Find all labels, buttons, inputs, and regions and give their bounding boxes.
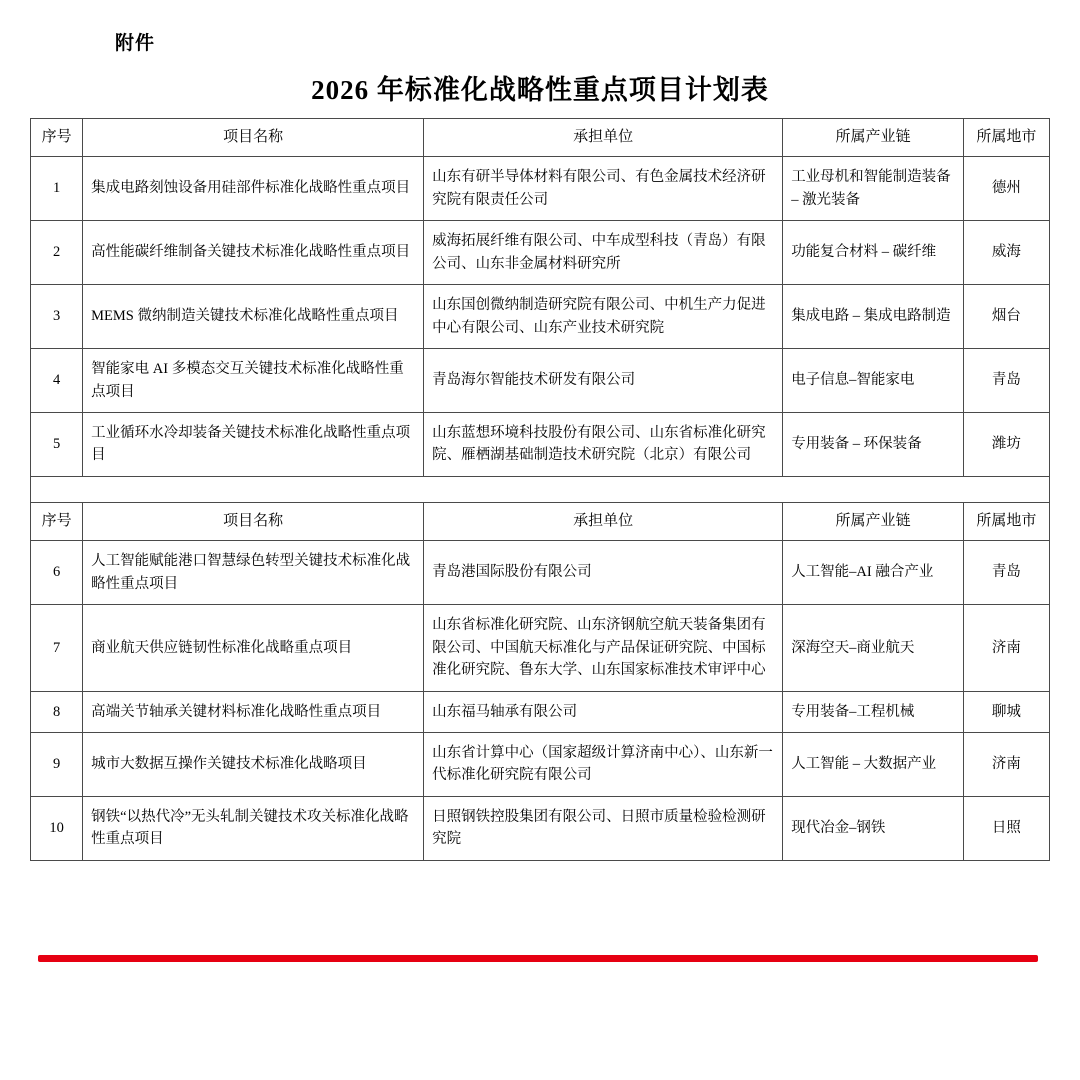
table-row: [31, 541, 1050, 605]
cell-unit: 山东有研半导体材料有限公司、有色金属技术经济研究院有限责任公司: [424, 157, 783, 221]
cell-no: 6: [31, 541, 83, 605]
header-name: 项目名称: [83, 502, 424, 540]
table-row: [31, 691, 1050, 732]
table-row: [31, 157, 1050, 221]
table-row: [31, 221, 1050, 285]
cell-city: 烟台: [963, 285, 1049, 349]
cell-name: 高性能碳纤维制备关键技术标准化战略性重点项目: [83, 221, 424, 285]
cell-city: 威海: [963, 221, 1049, 285]
red-underline-marker: [38, 955, 1038, 962]
table-row: [31, 285, 1050, 349]
cell-no: 4: [31, 349, 83, 413]
header-no: 序号: [31, 119, 83, 157]
cell-chain: 专用装备–工程机械: [783, 691, 964, 732]
cell-city: 济南: [963, 605, 1049, 691]
cell-no: 7: [31, 605, 83, 691]
header-no: 序号: [31, 502, 83, 540]
cell-no: 3: [31, 285, 83, 349]
cell-no: 5: [31, 413, 83, 477]
table-header-row: [31, 119, 1050, 157]
cell-unit: 日照钢铁控股集团有限公司、日照市质量检验检测研究院: [424, 796, 783, 860]
cell-no: 1: [31, 157, 83, 221]
table-row: [31, 413, 1050, 477]
table-row: [31, 349, 1050, 413]
cell-chain: 工业母机和智能制造装备 – 激光装备: [783, 157, 964, 221]
header-unit: 承担单位: [424, 502, 783, 540]
table-header-row-repeat: [31, 502, 1050, 540]
attachment-label: 附件: [115, 33, 156, 54]
cell-unit: 山东蓝想环境科技股份有限公司、山东省标准化研究院、雁栖湖基础制造技术研究院（北京）有限公司: [424, 413, 783, 477]
header-chain: 所属产业链: [783, 119, 964, 157]
cell-city: 青岛: [963, 349, 1049, 413]
cell-chain: 人工智能–AI 融合产业: [783, 541, 964, 605]
cell-name: 工业循环水冷却装备关键技术标准化战略性重点项目: [83, 413, 424, 477]
cell-city: 青岛: [963, 541, 1049, 605]
cell-unit: 山东福马轴承有限公司: [424, 691, 783, 732]
plan-table: [30, 118, 1050, 861]
cell-name: 城市大数据互操作关键技术标准化战略项目: [83, 733, 424, 797]
cell-unit: 青岛港国际股份有限公司: [424, 541, 783, 605]
cell-unit: 山东国创微纳制造研究院有限公司、中机生产力促进中心有限公司、山东产业技术研究院: [424, 285, 783, 349]
cell-unit: 青岛海尔智能技术研发有限公司: [424, 349, 783, 413]
cell-chain: 集成电路 – 集成电路制造: [783, 285, 964, 349]
cell-no: 9: [31, 733, 83, 797]
header-chain: 所属产业链: [783, 502, 964, 540]
cell-chain: 专用装备 – 环保装备: [783, 413, 964, 477]
cell-no: 8: [31, 691, 83, 732]
cell-name: 人工智能赋能港口智慧绿色转型关键技术标准化战略性重点项目: [83, 541, 424, 605]
table-row: [31, 733, 1050, 797]
cell-no: 2: [31, 221, 83, 285]
table-row: [31, 796, 1050, 860]
header-name: 项目名称: [83, 119, 424, 157]
cell-city: 德州: [963, 157, 1049, 221]
cell-chain: 现代冶金–钢铁: [783, 796, 964, 860]
header-city: 所属地市: [963, 502, 1049, 540]
table-row: [31, 605, 1050, 691]
plan-table-wrapper: [30, 118, 1050, 861]
cell-name: 高端关节轴承关键材料标准化战略性重点项目: [83, 691, 424, 732]
cell-chain: 人工智能 – 大数据产业: [783, 733, 964, 797]
cell-chain: 电子信息–智能家电: [783, 349, 964, 413]
cell-unit: 山东省标准化研究院、山东济钢航空航天装备集团有限公司、中国航天标准化与产品保证研究院、中国标准化研究院、鲁东大学、山东国家标准技术审评中心: [424, 605, 783, 691]
page-title: 2026 年标准化战略性重点项目计划表: [311, 75, 769, 105]
cell-name: 钢铁“以热代冷”无头轧制关键技术攻关标准化战略性重点项目: [83, 796, 424, 860]
cell-name: 集成电路刻蚀设备用硅部件标准化战略性重点项目: [83, 157, 424, 221]
cell-city: 日照: [963, 796, 1049, 860]
cell-unit: 威海拓展纤维有限公司、中车成型科技（青岛）有限公司、山东非金属材料研究所: [424, 221, 783, 285]
cell-city: 潍坊: [963, 413, 1049, 477]
cell-name: 智能家电 AI 多模态交互关键技术标准化战略性重点项目: [83, 349, 424, 413]
header-unit: 承担单位: [424, 119, 783, 157]
cell-name: 商业航天供应链韧性标准化战略重点项目: [83, 605, 424, 691]
cell-unit: 山东省计算中心（国家超级计算济南中心）、山东新一代标准化研究院有限公司: [424, 733, 783, 797]
header-city: 所属地市: [963, 119, 1049, 157]
cell-name: MEMS 微纳制造关键技术标准化战略性重点项目: [83, 285, 424, 349]
cell-chain: 功能复合材料 – 碳纤维: [783, 221, 964, 285]
cell-city: 聊城: [963, 691, 1049, 732]
cell-no: 10: [31, 796, 83, 860]
table-page-break-spacer: [31, 476, 1050, 502]
cell-chain: 深海空天–商业航天: [783, 605, 964, 691]
cell-city: 济南: [963, 733, 1049, 797]
